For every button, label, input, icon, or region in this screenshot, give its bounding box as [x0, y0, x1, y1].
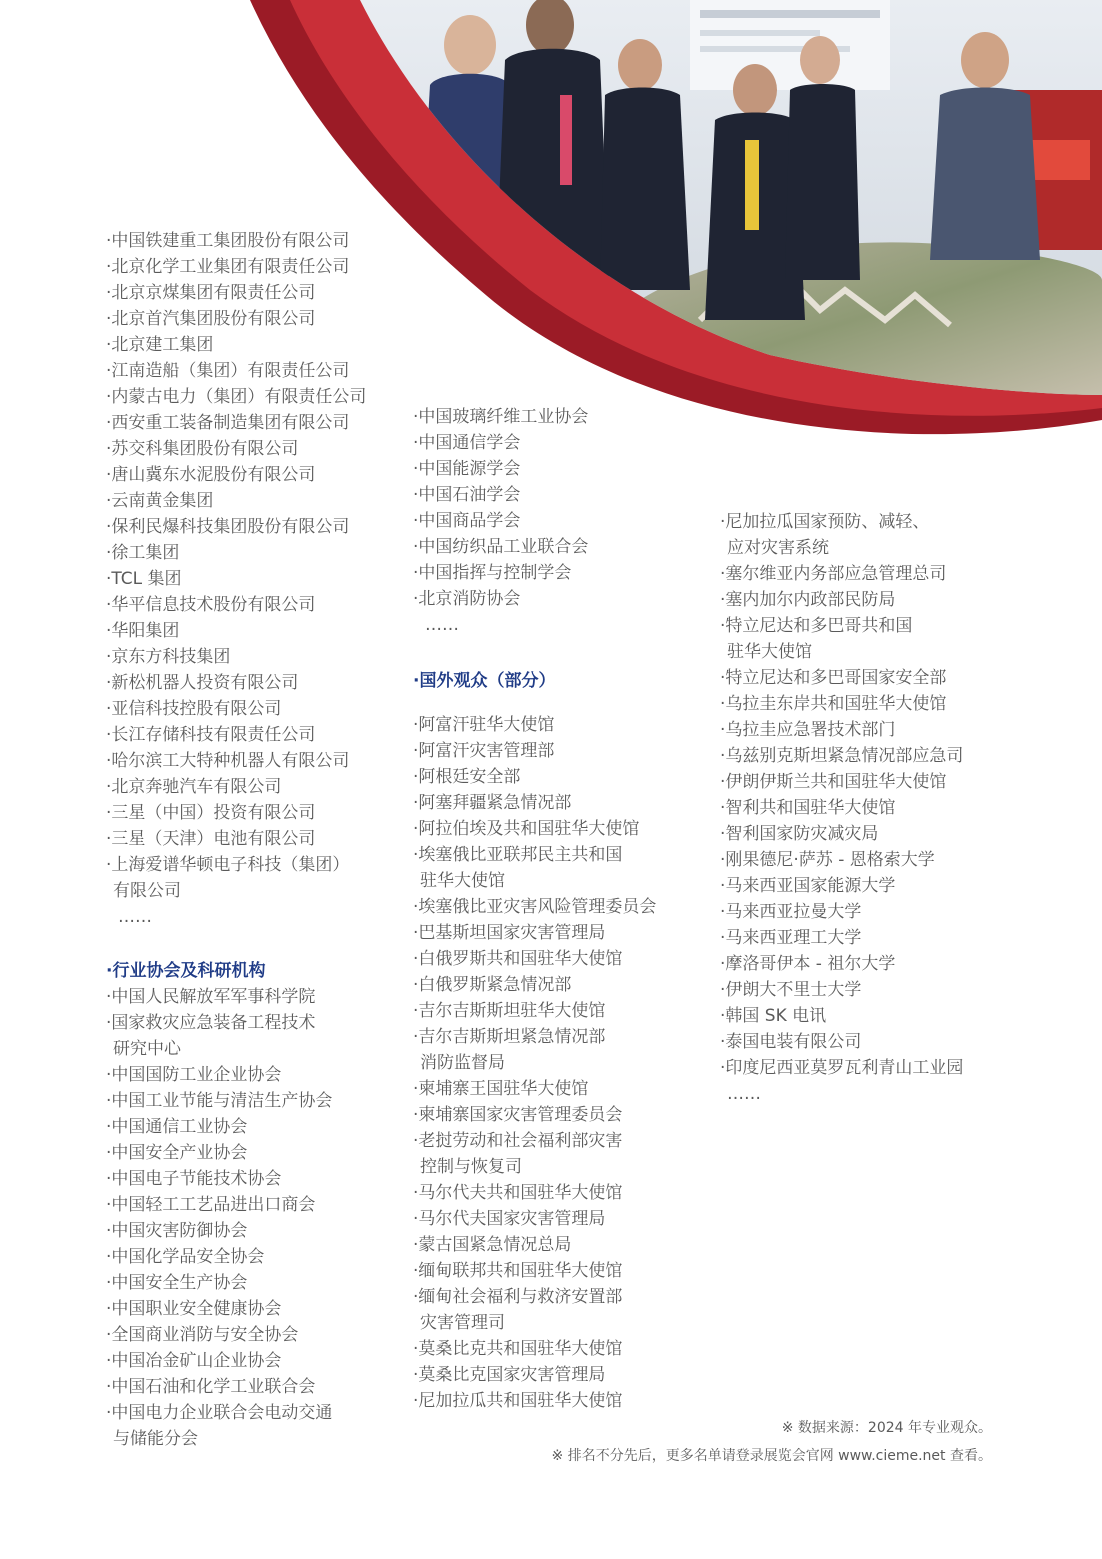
list-item: ·新松机器人投资有限公司 — [106, 673, 299, 693]
list-item: ·阿根廷安全部 — [413, 767, 521, 787]
list-item: ·国家救灾应急装备工程技术 — [106, 1013, 316, 1033]
list-item: ·泰国电装有限公司 — [720, 1032, 862, 1052]
list-item-cont: 控制与恢复司 — [420, 1157, 522, 1177]
list-item: ·老挝劳动和社会福利部灾害 — [413, 1131, 623, 1151]
ellipsis: …… — [727, 1084, 761, 1104]
list-item: ·刚果德尼·萨苏 - 恩格索大学 — [720, 850, 935, 870]
list-item: ·莫桑比克共和国驻华大使馆 — [413, 1339, 623, 1359]
list-item: ·云南黄金集团 — [106, 491, 214, 511]
list-item: ·北京京煤集团有限责任公司 — [106, 283, 316, 303]
list-item: ·中国职业安全健康协会 — [106, 1299, 282, 1319]
list-item: ·吉尔吉斯斯坦驻华大使馆 — [413, 1001, 606, 1021]
list-item: ·上海爱谱华顿电子科技（集团） — [106, 855, 350, 875]
list-item: ·北京建工集团 — [106, 335, 214, 355]
list-item: ·长江存储科技有限责任公司 — [106, 725, 316, 745]
list-item: ·吉尔吉斯斯坦紧急情况部 — [413, 1027, 606, 1047]
ellipsis: …… — [118, 907, 152, 927]
list-item: ·内蒙古电力（集团）有限责任公司 — [106, 387, 367, 407]
list-item: ·阿拉伯埃及共和国驻华大使馆 — [413, 819, 640, 839]
list-item-cont: 与储能分会 — [113, 1429, 198, 1449]
list-item: ·中国铁建重工集团股份有限公司 — [106, 231, 350, 251]
ellipsis: …… — [425, 615, 459, 635]
list-item-cont: 应对灾害系统 — [727, 538, 829, 558]
list-item: ·尼加拉瓜共和国驻华大使馆 — [413, 1391, 623, 1411]
list-item: ·中国玻璃纤维工业协会 — [413, 407, 589, 427]
list-item: ·阿富汗灾害管理部 — [413, 741, 555, 761]
list-item: ·北京消防协会 — [413, 589, 521, 609]
list-item: ·伊朗伊斯兰共和国驻华大使馆 — [720, 772, 947, 792]
list-item-cont: 消防监督局 — [420, 1053, 505, 1073]
list-item: ·中国通信学会 — [413, 433, 521, 453]
list-item: ·蒙古国紧急情况总局 — [413, 1235, 572, 1255]
list-item: ·中国冶金矿山企业协会 — [106, 1351, 282, 1371]
list-item: ·马尔代夫共和国驻华大使馆 — [413, 1183, 623, 1203]
list-item: ·尼加拉瓜国家预防、减轻、 — [720, 512, 930, 532]
list-item: ·中国纺织品工业联合会 — [413, 537, 589, 557]
list-item: ·塞尔维亚内务部应急管理总司 — [720, 564, 947, 584]
list-item-cont: 研究中心 — [113, 1039, 181, 1059]
list-item: ·中国电力企业联合会电动交通 — [106, 1403, 333, 1423]
list-item: ·TCL 集团 — [106, 569, 182, 589]
list-item: ·阿塞拜疆紧急情况部 — [413, 793, 572, 813]
list-item: ·中国国防工业企业协会 — [106, 1065, 282, 1085]
list-item: ·乌兹别克斯坦紧急情况部应急司 — [720, 746, 964, 766]
list-item-cont: 驻华大使馆 — [420, 871, 505, 891]
list-item: ·缅甸社会福利与救济安置部 — [413, 1287, 623, 1307]
list-item: ·中国通信工业协会 — [106, 1117, 248, 1137]
list-item-cont: 驻华大使馆 — [727, 642, 812, 662]
list-item: ·中国化学品安全协会 — [106, 1247, 265, 1267]
list-item: ·中国电子节能技术协会 — [106, 1169, 282, 1189]
list-item: ·苏交科集团股份有限公司 — [106, 439, 299, 459]
list-item: ·北京奔驰汽车有限公司 — [106, 777, 282, 797]
list-item-cont: 灾害管理司 — [420, 1313, 505, 1333]
list-item: ·塞内加尔内政部民防局 — [720, 590, 896, 610]
section-heading-associations: ·行业协会及科研机构 — [106, 961, 266, 981]
list-item: ·华平信息技术股份有限公司 — [106, 595, 316, 615]
list-item: ·哈尔滨工大特种机器人有限公司 — [106, 751, 350, 771]
list-item: ·白俄罗斯共和国驻华大使馆 — [413, 949, 623, 969]
list-item: ·柬埔寨国家灾害管理委员会 — [413, 1105, 623, 1125]
data-source-note: ※ 数据来源：2024 年专业观众。 — [781, 1420, 992, 1436]
list-item: ·乌拉圭东岸共和国驻华大使馆 — [720, 694, 947, 714]
list-item: ·中国安全生产协会 — [106, 1273, 248, 1293]
list-item: ·柬埔寨王国驻华大使馆 — [413, 1079, 589, 1099]
list-item: ·乌拉圭应急署技术部门 — [720, 720, 896, 740]
list-item: ·马来西亚理工大学 — [720, 928, 862, 948]
column-companies — [106, 228, 366, 1452]
list-item: ·京东方科技集团 — [106, 647, 231, 667]
section-heading-foreign: ·国外观众（部分） — [413, 671, 556, 691]
disclaimer-note: ※ 排名不分先后，更多名单请登录展览会官网 www.cieme.net 查看。 — [551, 1448, 992, 1464]
list-item: ·中国人民解放军军事科学院 — [106, 987, 316, 1007]
list-item: ·西安重工装备制造集团有限公司 — [106, 413, 350, 433]
list-item: ·中国商品学会 — [413, 511, 521, 531]
column-foreign-cont — [720, 509, 963, 1107]
list-item: ·江南造船（集团）有限责任公司 — [106, 361, 350, 381]
list-item: ·三星（中国）投资有限公司 — [106, 803, 316, 823]
list-item: ·特立尼达和多巴哥国家安全部 — [720, 668, 947, 688]
list-item: ·三星（天津）电池有限公司 — [106, 829, 316, 849]
list-item: ·亚信科技控股有限公司 — [106, 699, 282, 719]
list-item: ·中国轻工工艺品进出口商会 — [106, 1195, 316, 1215]
list-item: ·中国灾害防御协会 — [106, 1221, 248, 1241]
list-item: ·埃塞俄比亚联邦民主共和国 — [413, 845, 623, 865]
list-item-cont: 有限公司 — [113, 881, 181, 901]
list-item: ·徐工集团 — [106, 543, 180, 563]
list-item: ·巴基斯坦国家灾害管理局 — [413, 923, 606, 943]
list-item: ·马来西亚拉曼大学 — [720, 902, 862, 922]
list-item: ·中国石油和化学工业联合会 — [106, 1377, 316, 1397]
list-item: ·唐山冀东水泥股份有限公司 — [106, 465, 316, 485]
list-item: ·马尔代夫国家灾害管理局 — [413, 1209, 606, 1229]
list-item: ·莫桑比克国家灾害管理局 — [413, 1365, 606, 1385]
list-item: ·摩洛哥伊本 - 祖尔大学 — [720, 954, 896, 974]
column-associations-foreign — [413, 404, 656, 1414]
list-item: ·缅甸联邦共和国驻华大使馆 — [413, 1261, 623, 1281]
list-item: ·智利国家防灾减灾局 — [720, 824, 879, 844]
list-item: ·伊朗大不里士大学 — [720, 980, 862, 1000]
list-item: ·北京化学工业集团有限责任公司 — [106, 257, 350, 277]
list-item: ·中国工业节能与清洁生产协会 — [106, 1091, 333, 1111]
list-item: ·韩国 SK 电讯 — [720, 1006, 827, 1026]
list-item: ·马来西亚国家能源大学 — [720, 876, 896, 896]
list-item: ·华阳集团 — [106, 621, 180, 641]
list-item: ·阿富汗驻华大使馆 — [413, 715, 555, 735]
list-item: ·中国指挥与控制学会 — [413, 563, 572, 583]
list-item: ·印度尼西亚莫罗瓦利青山工业园 — [720, 1058, 964, 1078]
footnotes — [552, 1414, 992, 1470]
list-item: ·中国石油学会 — [413, 485, 521, 505]
list-item: ·埃塞俄比亚灾害风险管理委员会 — [413, 897, 657, 917]
list-item: ·保利民爆科技集团股份有限公司 — [106, 517, 350, 537]
list-item: ·中国能源学会 — [413, 459, 521, 479]
list-item: ·全国商业消防与安全协会 — [106, 1325, 299, 1345]
list-item: ·白俄罗斯紧急情况部 — [413, 975, 572, 995]
list-item: ·北京首汽集团股份有限公司 — [106, 309, 316, 329]
list-item: ·特立尼达和多巴哥共和国 — [720, 616, 913, 636]
list-item: ·中国安全产业协会 — [106, 1143, 248, 1163]
list-item: ·智利共和国驻华大使馆 — [720, 798, 896, 818]
